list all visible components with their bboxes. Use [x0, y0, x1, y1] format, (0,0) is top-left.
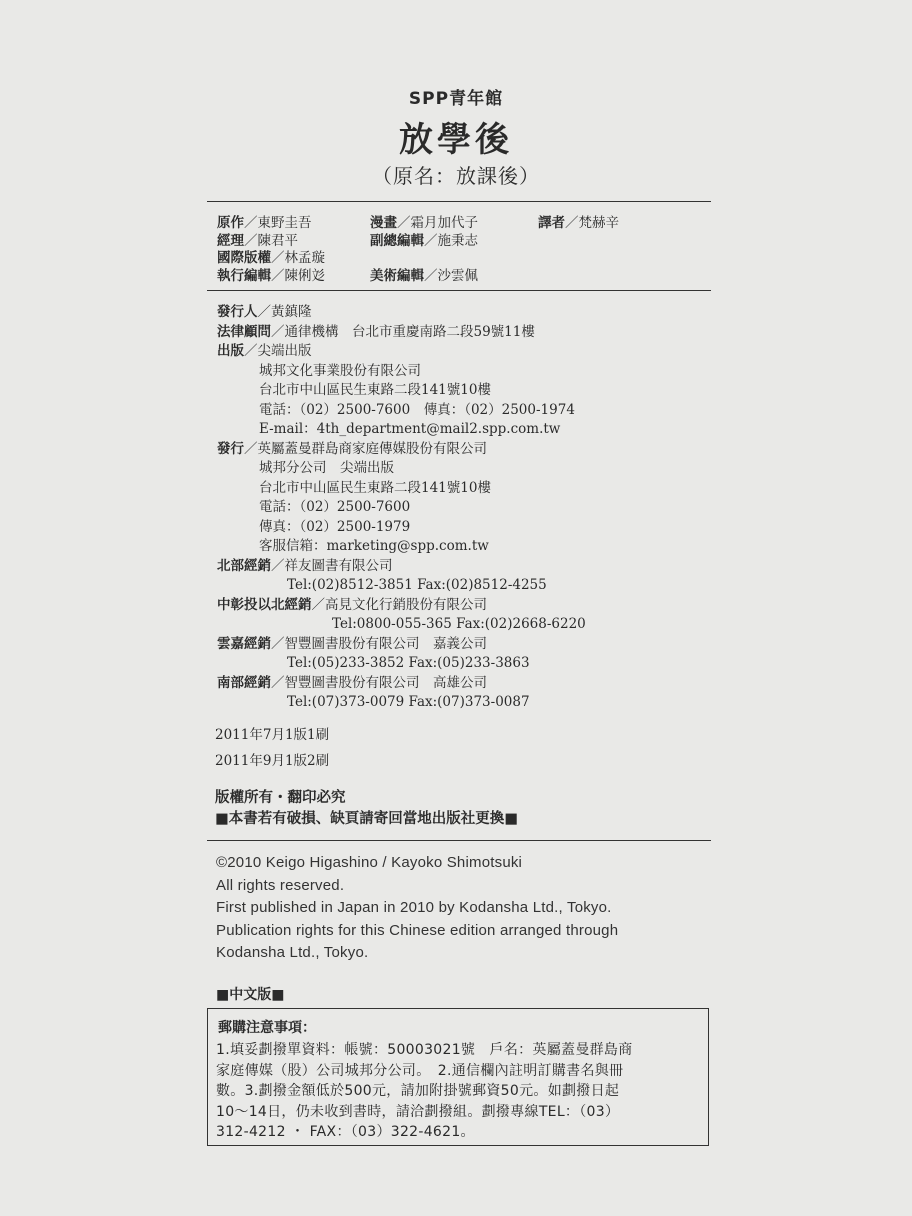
rights-line: ■本書若有破損、缺頁請寄回當地出版社更換■: [215, 811, 518, 827]
south-dist-line: 南部經銷／智豐圖書股份有限公司 高雄公司: [217, 674, 487, 691]
credit-intl-rights: 國際版權／林孟璇: [217, 250, 325, 266]
book-title: 放學後: [399, 120, 513, 160]
legal-line: 法律顧問／通律機構 台北市重慶南路二段59號11樓: [217, 323, 535, 340]
credit-art-editor: 美術編輯／沙雲佩: [370, 267, 478, 284]
credits-row: [217, 246, 717, 264]
mail-order-notice-box: [207, 1008, 709, 1146]
yunchia-dist-tel: Tel:(05)233-3852 Fax:(05)233-3863: [287, 655, 530, 671]
divider-middle: [207, 290, 711, 291]
distribute-detail: 傳真：（02）2500-1979: [259, 518, 411, 535]
credits-row: [217, 264, 717, 282]
south-dist-tel: Tel:(07)373-0079 Fax:(07)373-0087: [287, 694, 530, 710]
copyright-line: Publication rights for this Chinese edition arranged through: [216, 921, 619, 939]
copyright-line: First published in Japan in 2010 by Kodansha Ltd., Tokyo.: [216, 899, 612, 916]
divider-top: [207, 201, 711, 202]
credits-block: [217, 211, 717, 284]
north-dist-line: 北部經銷／祥友圖書有限公司: [217, 557, 393, 574]
printing-line: 2011年7月1版1刷: [215, 727, 330, 743]
publish-line: 出版／尖端出版: [217, 343, 312, 359]
distribute-line: 發行／英屬蓋曼群島商家庭傳媒股份有限公司: [217, 440, 487, 457]
copyright-line: All rights reserved.: [216, 876, 345, 894]
publish-detail: E-mail：4th_department@mail2.spp.com.tw: [259, 421, 561, 437]
central-dist-tel: Tel:0800-055-365 Fax:(02)2668-6220: [332, 616, 586, 632]
credit-exec-editor: 執行編輯／陳俐彣: [217, 267, 325, 284]
publish-detail: 電話：（02）2500-7600 傳真：（02）2500-1974: [259, 401, 575, 418]
printing-history: [215, 722, 329, 774]
credit-manga: 漫畫／霜月加代子: [370, 215, 478, 231]
publish-detail: 台北市中山區民生東路二段141號10樓: [259, 382, 491, 398]
original-title: （原名：放課後）: [372, 164, 540, 188]
copyright-line: Kodansha Ltd., Tokyo.: [216, 944, 369, 961]
notice-title: 郵購注意事項：: [218, 1020, 316, 1036]
credit-translator: 譯者／梵赫辛: [538, 215, 619, 231]
distribute-detail: 電話：（02）2500-7600: [259, 499, 411, 515]
rights-line: 版權所有・翻印必究: [215, 790, 346, 806]
credits-row: [217, 229, 717, 247]
rights-notice: [215, 788, 518, 830]
yunchia-dist-line: 雲嘉經銷／智豐圖書股份有限公司 嘉義公司: [217, 635, 487, 652]
english-copyright: [216, 852, 618, 965]
distribute-detail: 城邦分公司 尖端出版: [259, 460, 394, 476]
copyright-line: ©2010 Keigo Higashino / Kayoko Shimotsuki: [216, 854, 523, 871]
printing-line: 2011年9月1版2刷: [215, 753, 330, 769]
central-dist-line: 中彰投以北經銷／高見文化行銷股份有限公司: [217, 596, 487, 613]
distribute-detail: 台北市中山區民生東路二段141號10樓: [259, 479, 491, 496]
notice-body: 1.填妥劃撥單資料：帳號：50003021號 戶名：英屬蓋曼群島商 家庭傳媒（股）公司城邦分公司。 2.通信欄內註明訂購書名與冊 數。3.劃撥金額低於500元，請加附掛號郵資50元。如劃撥日起 10～14日，仍未收到書時，請洽劃撥組。劃撥專線TEL：（03） 312-4212 ・ FAX：（03）322-4621。: [216, 1042, 633, 1140]
series-name: SPP青年館: [408, 89, 504, 109]
divider-bottom: [207, 840, 711, 841]
publish-detail: 城邦文化事業股份有限公司: [259, 362, 421, 379]
credits-row: [217, 211, 717, 229]
issuer-line: 發行人／黃鎮隆: [217, 304, 312, 320]
credit-deputy-editor: 副總編輯／施秉志: [370, 232, 478, 249]
north-dist-tel: Tel:(02)8512-3851 Fax:(02)8512-4255: [287, 577, 547, 593]
distribute-detail: 客服信箱：marketing@spp.com.tw: [259, 538, 489, 554]
publisher-block: [217, 303, 717, 713]
credit-author: 原作／東野圭吾: [217, 215, 312, 231]
credit-manager: 經理／陳君平: [217, 232, 298, 249]
edition-label: ■中文版■: [216, 987, 285, 1003]
